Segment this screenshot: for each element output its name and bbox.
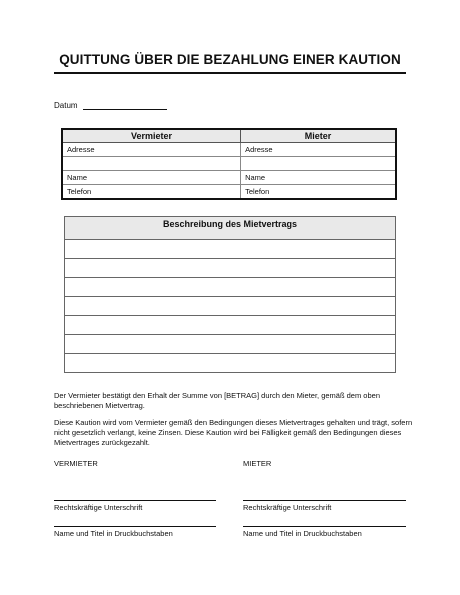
parties-table bbox=[61, 128, 397, 200]
table-row bbox=[62, 157, 396, 171]
description-row-cell[interactable] bbox=[65, 259, 396, 278]
tenant-signature-label: MIETER bbox=[243, 459, 272, 468]
table-row bbox=[62, 171, 396, 185]
table-row bbox=[65, 297, 396, 316]
tenant-name-caption: Name und Titel in Druckbuchstaben bbox=[243, 529, 362, 538]
tenant-address-cell-2[interactable] bbox=[241, 157, 396, 171]
table-row bbox=[65, 278, 396, 297]
tenant-name-line[interactable] bbox=[243, 526, 406, 527]
header-landlord: Vermieter bbox=[62, 129, 241, 143]
landlord-name-line[interactable] bbox=[54, 526, 216, 527]
date-field bbox=[54, 101, 167, 110]
date-label: Datum bbox=[54, 101, 78, 110]
landlord-name-cell[interactable]: Name bbox=[62, 171, 241, 185]
tenant-address-cell[interactable]: Adresse bbox=[241, 143, 396, 157]
table-row bbox=[65, 316, 396, 335]
title-divider bbox=[54, 72, 406, 74]
description-header: Beschreibung des Mietvertrags bbox=[65, 217, 396, 240]
landlord-signature-label: VERMIETER bbox=[54, 459, 98, 468]
deposit-terms-text: Diese Kaution wird vom Vermieter gemäß den Bedingungen dieses Mietvertrages gehalten und trägt, sofern nicht gesetzlich verlangt, keine Zinsen. Diese Kaution wird bei Fälligkeit gemäß den Bedingungen dieses Mietvertrages zurückgezahlt. bbox=[54, 418, 413, 447]
description-row-cell[interactable] bbox=[65, 297, 396, 316]
landlord-signature-caption: Rechtskräftige Unterschrift bbox=[54, 503, 143, 512]
table-row bbox=[65, 259, 396, 278]
description-row-cell[interactable] bbox=[65, 354, 396, 373]
date-input-line[interactable] bbox=[83, 101, 167, 110]
table-row bbox=[62, 143, 396, 157]
table-row bbox=[65, 354, 396, 373]
landlord-signature-line[interactable] bbox=[54, 500, 216, 501]
header-tenant: Mieter bbox=[241, 129, 396, 143]
description-row-cell[interactable] bbox=[65, 240, 396, 259]
landlord-address-cell-2[interactable] bbox=[62, 157, 241, 171]
landlord-phone-cell[interactable]: Telefon bbox=[62, 185, 241, 200]
landlord-address-cell[interactable]: Adresse bbox=[62, 143, 241, 157]
receipt-confirmation-text: Der Vermieter bestätigt den Erhalt der Summe von [BETRAG] durch den Mieter, gemäß dem oben beschriebenen Mietvertrag. bbox=[54, 391, 380, 410]
tenant-phone-cell[interactable]: Telefon bbox=[241, 185, 396, 200]
tenant-signature-caption: Rechtskräftige Unterschrift bbox=[243, 503, 332, 512]
description-row-cell[interactable] bbox=[65, 335, 396, 354]
table-row bbox=[65, 240, 396, 259]
document-title: QUITTUNG ÜBER DIE BEZAHLUNG EINER KAUTION bbox=[59, 52, 401, 67]
description-table bbox=[64, 216, 396, 373]
table-row bbox=[65, 335, 396, 354]
table-row bbox=[62, 185, 396, 200]
description-row-cell[interactable] bbox=[65, 316, 396, 335]
description-row-cell[interactable] bbox=[65, 278, 396, 297]
tenant-signature-line[interactable] bbox=[243, 500, 406, 501]
landlord-name-caption: Name und Titel in Druckbuchstaben bbox=[54, 529, 173, 538]
tenant-name-cell[interactable]: Name bbox=[241, 171, 396, 185]
